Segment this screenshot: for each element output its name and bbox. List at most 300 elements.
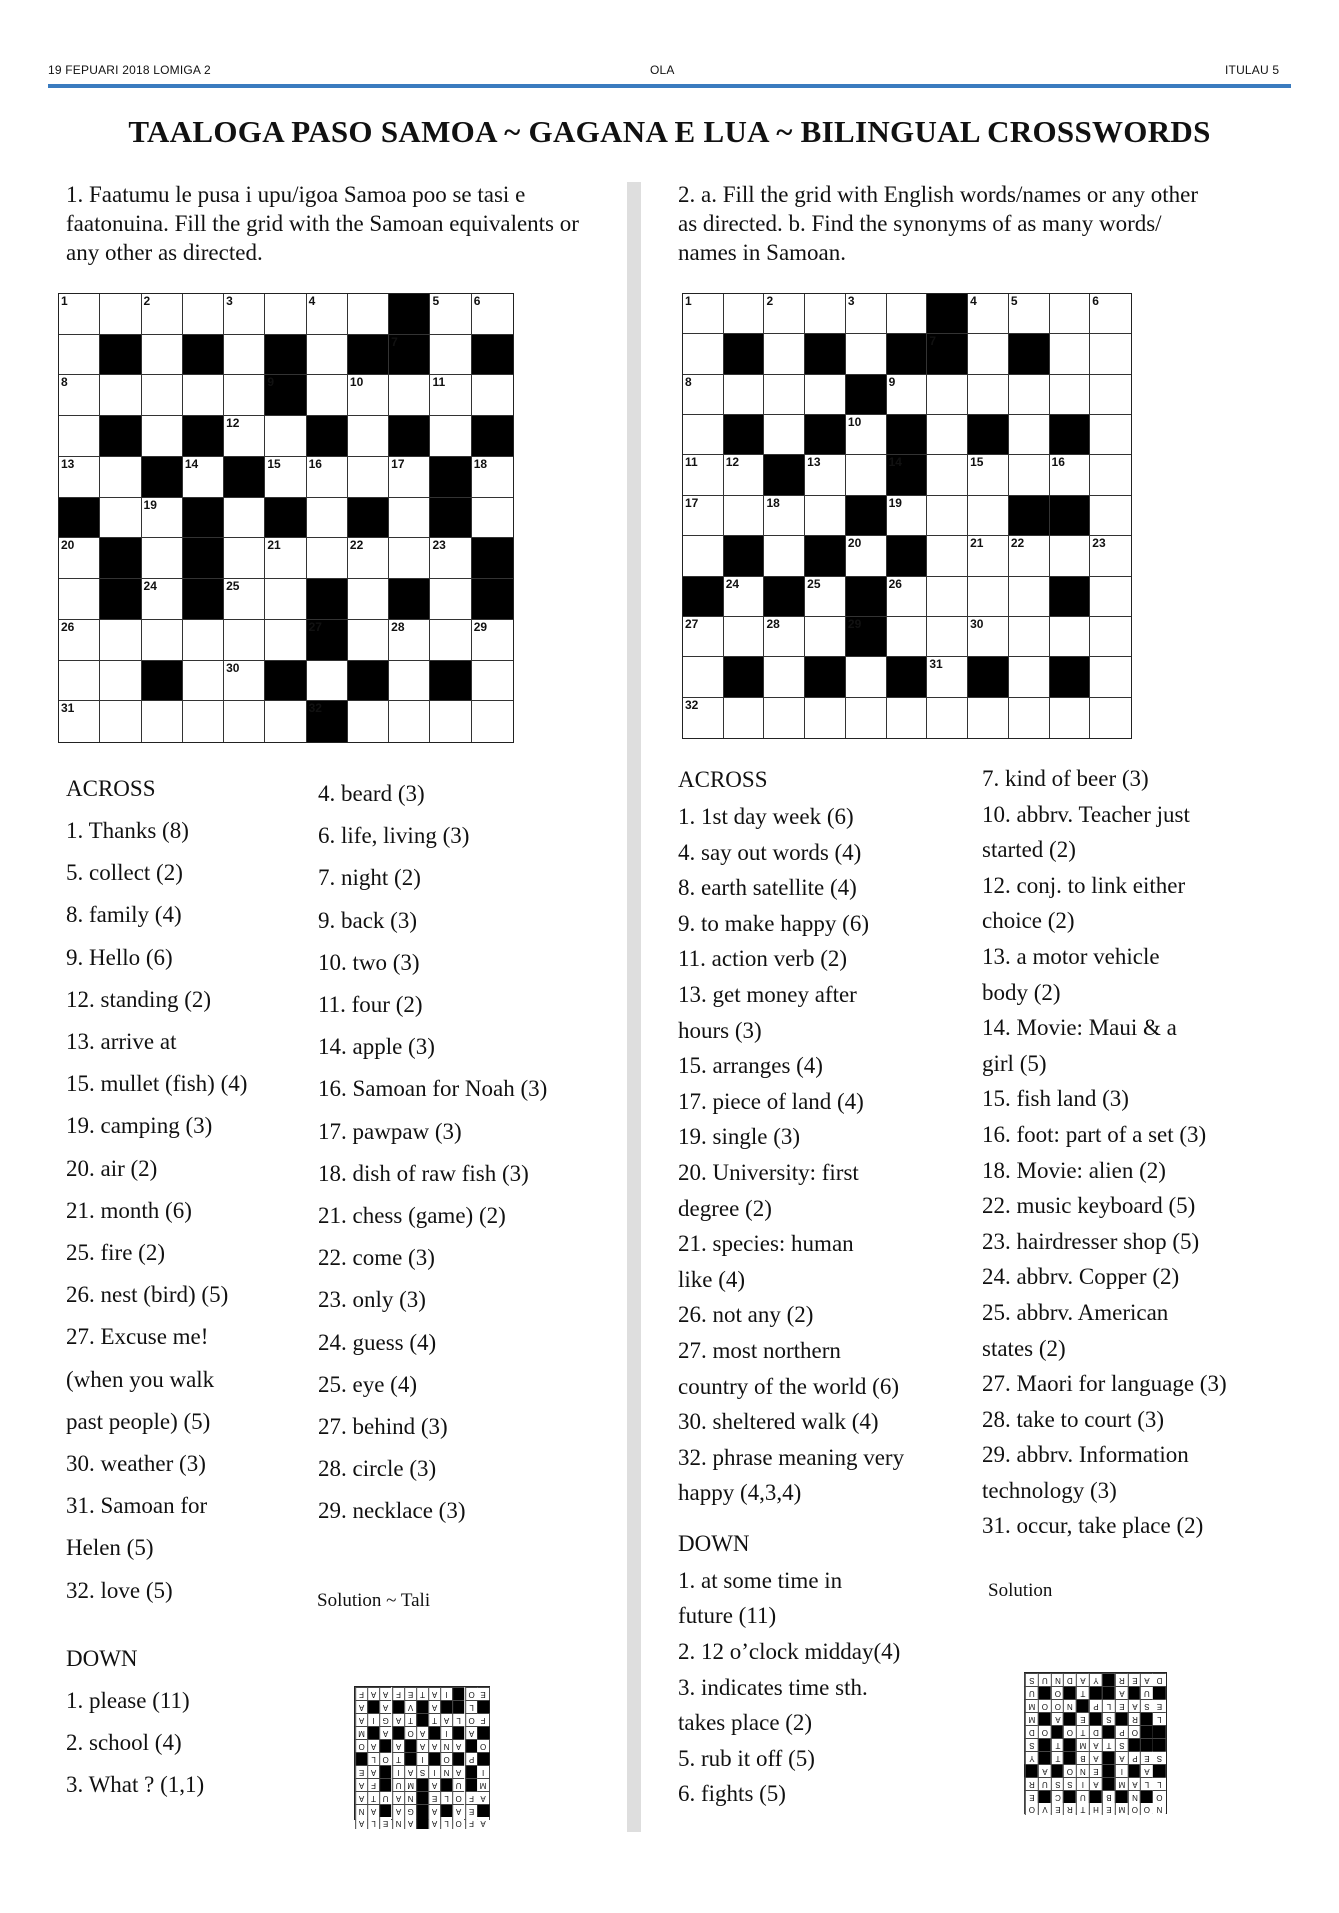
crossword-cell[interactable] xyxy=(348,620,389,661)
crossword-cell[interactable] xyxy=(265,620,306,661)
solution-cell xyxy=(465,1739,477,1752)
crossword-cell[interactable] xyxy=(887,294,928,334)
black-square xyxy=(472,579,513,620)
crossword-cell[interactable] xyxy=(1009,375,1050,415)
crossword-cell[interactable] xyxy=(59,538,100,579)
crossword-cell[interactable] xyxy=(348,375,389,416)
crossword-cell[interactable] xyxy=(927,536,968,576)
solution-cell: S xyxy=(1153,1751,1166,1764)
solution-cell: I xyxy=(440,1687,452,1700)
solution-cell xyxy=(1038,1790,1051,1803)
crossword-cell[interactable] xyxy=(683,496,724,536)
crossword-cell[interactable] xyxy=(968,698,1009,738)
crossword-cell[interactable] xyxy=(846,415,887,455)
crossword-cell[interactable] xyxy=(805,617,846,657)
clue-line: 20. air (2) xyxy=(66,1155,158,1181)
solution-cell: T xyxy=(1076,1803,1089,1815)
crossword-cell[interactable] xyxy=(265,457,306,498)
clue-line: takes place (2) xyxy=(678,1710,813,1736)
black-square xyxy=(764,577,805,617)
crossword-cell[interactable] xyxy=(1090,698,1131,738)
crossword-cell[interactable] xyxy=(183,620,224,661)
solution-cell: S xyxy=(1140,1699,1153,1712)
solution-cell xyxy=(379,1778,391,1791)
solution-cell: A xyxy=(1038,1764,1051,1777)
crossword-cell[interactable] xyxy=(100,375,141,416)
crossword-cell[interactable] xyxy=(683,698,724,738)
clue-number: 8 xyxy=(685,374,692,389)
crossword-cell[interactable] xyxy=(59,416,100,457)
crossword-cell[interactable] xyxy=(683,617,724,657)
crossword-cell[interactable] xyxy=(100,620,141,661)
crossword-cell[interactable] xyxy=(1050,455,1091,495)
crossword-cell[interactable] xyxy=(142,579,183,620)
puzzle1-grid[interactable] xyxy=(58,293,514,743)
solution-cell: L xyxy=(1153,1712,1166,1725)
solution-cell: E xyxy=(1076,1712,1089,1725)
crossword-cell[interactable] xyxy=(348,701,389,742)
crossword-cell[interactable] xyxy=(472,294,513,335)
crossword-cell[interactable] xyxy=(59,375,100,416)
clue-line: 10. abbrv. Teacher just xyxy=(982,801,1190,827)
crossword-cell[interactable] xyxy=(1050,698,1091,738)
crossword-cell[interactable] xyxy=(1009,455,1050,495)
solution-cell: A xyxy=(452,1765,464,1778)
clue-line: 25. fire (2) xyxy=(66,1240,165,1266)
crossword-cell[interactable] xyxy=(1090,294,1131,334)
crossword-cell[interactable] xyxy=(764,496,805,536)
crossword-cell[interactable] xyxy=(887,698,928,738)
solution-cell xyxy=(416,1778,428,1791)
crossword-cell[interactable] xyxy=(142,620,183,661)
crossword-cell[interactable] xyxy=(100,661,141,702)
crossword-cell[interactable] xyxy=(764,375,805,415)
crossword-cell[interactable] xyxy=(1009,577,1050,617)
black-square xyxy=(348,335,389,376)
crossword-cell[interactable] xyxy=(1090,657,1131,697)
crossword-cell[interactable] xyxy=(1050,375,1091,415)
puzzle1-across-clues xyxy=(66,768,247,1806)
crossword-cell[interactable] xyxy=(430,416,471,457)
solution-cell: C xyxy=(1051,1790,1064,1803)
crossword-cell[interactable] xyxy=(389,620,430,661)
solution-cell xyxy=(1102,1686,1115,1699)
solution-cell: O xyxy=(452,1791,464,1804)
crossword-cell[interactable] xyxy=(927,375,968,415)
crossword-cell[interactable] xyxy=(472,620,513,661)
black-square xyxy=(389,294,430,335)
crossword-cell[interactable] xyxy=(307,457,348,498)
solution-cell: A xyxy=(428,1817,440,1829)
crossword-cell[interactable] xyxy=(1009,415,1050,455)
clue-number: 13 xyxy=(61,456,75,471)
crossword-cell[interactable] xyxy=(887,375,928,415)
clue-number: 22 xyxy=(349,538,364,553)
black-square xyxy=(846,617,887,657)
crossword-cell[interactable] xyxy=(968,577,1009,617)
crossword-cell[interactable] xyxy=(683,536,724,576)
crossword-cell[interactable] xyxy=(683,455,724,495)
crossword-cell[interactable] xyxy=(1090,536,1131,576)
crossword-cell[interactable] xyxy=(764,415,805,455)
crossword-cell[interactable] xyxy=(1050,334,1091,374)
solution-cell: F xyxy=(392,1687,404,1700)
crossword-cell[interactable] xyxy=(183,375,224,416)
crossword-cell[interactable] xyxy=(805,698,846,738)
crossword-cell[interactable] xyxy=(307,375,348,416)
black-square xyxy=(389,579,430,620)
black-square xyxy=(846,375,887,415)
crossword-cell[interactable] xyxy=(927,698,968,738)
clue-number: 11 xyxy=(685,455,698,470)
solution-cell: U xyxy=(1076,1790,1089,1803)
crossword-cell[interactable] xyxy=(724,577,765,617)
crossword-cell[interactable] xyxy=(348,294,389,335)
clue-number: 25 xyxy=(226,579,240,594)
crossword-cell[interactable] xyxy=(1050,536,1091,576)
crossword-cell[interactable] xyxy=(430,335,471,376)
crossword-cell[interactable] xyxy=(100,457,141,498)
crossword-cell[interactable] xyxy=(1009,657,1050,697)
crossword-cell[interactable] xyxy=(183,701,224,742)
clue-number: 11 xyxy=(432,375,446,390)
crossword-cell[interactable] xyxy=(927,415,968,455)
clue-number: 19 xyxy=(888,495,902,510)
crossword-cell[interactable] xyxy=(1090,375,1131,415)
clue-line: 12. standing (2) xyxy=(66,986,212,1012)
crossword-cell[interactable] xyxy=(683,294,724,334)
solution-cell: M xyxy=(404,1778,416,1791)
clue-line: 31. occur, take place (2) xyxy=(982,1513,1204,1539)
crossword-cell[interactable] xyxy=(724,455,765,495)
crossword-cell[interactable] xyxy=(59,661,100,702)
solution-cell xyxy=(1153,1686,1166,1699)
black-square xyxy=(265,375,306,416)
black-square xyxy=(683,577,724,617)
crossword-cell[interactable] xyxy=(846,334,887,374)
solution-cell: N xyxy=(355,1804,367,1817)
crossword-cell[interactable] xyxy=(472,457,513,498)
crossword-cell[interactable] xyxy=(59,620,100,661)
crossword-cell[interactable] xyxy=(142,335,183,376)
solution-cell xyxy=(440,1700,452,1713)
crossword-cell[interactable] xyxy=(927,617,968,657)
crossword-cell[interactable] xyxy=(1090,496,1131,536)
crossword-cell[interactable] xyxy=(224,661,265,702)
solution-cell: A xyxy=(477,1817,489,1829)
crossword-cell[interactable] xyxy=(724,698,765,738)
crossword-cell[interactable] xyxy=(430,375,471,416)
crossword-cell[interactable] xyxy=(724,496,765,536)
crossword-cell[interactable] xyxy=(59,335,100,376)
solution-cell xyxy=(1115,1712,1128,1725)
clue-line: 15. mullet (fish) (4) xyxy=(66,1071,248,1097)
crossword-cell[interactable] xyxy=(348,579,389,620)
crossword-cell[interactable] xyxy=(1090,455,1131,495)
crossword-cell[interactable] xyxy=(764,334,805,374)
clue-line: 19. camping (3) xyxy=(66,1113,213,1139)
solution-cell: L xyxy=(367,1817,379,1829)
crossword-cell[interactable] xyxy=(724,294,765,334)
crossword-cell[interactable] xyxy=(224,375,265,416)
crossword-cell[interactable] xyxy=(1050,294,1091,334)
puzzle1-solution-grid xyxy=(354,1686,490,1828)
black-square xyxy=(265,498,306,539)
puzzle1-down-heading: DOWN xyxy=(66,1645,138,1671)
crossword-cell[interactable] xyxy=(683,375,724,415)
crossword-cell[interactable] xyxy=(927,577,968,617)
solution-cell: N xyxy=(1063,1699,1076,1712)
crossword-cell[interactable] xyxy=(100,498,141,539)
crossword-cell[interactable] xyxy=(265,538,306,579)
crossword-cell[interactable] xyxy=(348,416,389,457)
clue-line: 1. please (11) xyxy=(66,1687,190,1713)
black-square xyxy=(1009,334,1050,374)
solution-cell: I xyxy=(477,1765,489,1778)
column-divider xyxy=(627,182,641,1832)
solution-cell: I xyxy=(1115,1764,1128,1777)
crossword-cell[interactable] xyxy=(224,498,265,539)
crossword-cell[interactable] xyxy=(846,698,887,738)
crossword-cell[interactable] xyxy=(887,496,928,536)
crossword-cell[interactable] xyxy=(265,579,306,620)
crossword-cell[interactable] xyxy=(142,416,183,457)
crossword-cell[interactable] xyxy=(59,701,100,742)
crossword-cell[interactable] xyxy=(224,701,265,742)
crossword-cell[interactable] xyxy=(307,335,348,376)
crossword-cell[interactable] xyxy=(724,617,765,657)
black-square xyxy=(307,620,348,661)
clue-line: 30. weather (3) xyxy=(66,1451,206,1477)
crossword-cell[interactable] xyxy=(389,498,430,539)
crossword-cell[interactable] xyxy=(927,496,968,536)
crossword-cell[interactable] xyxy=(142,701,183,742)
crossword-cell[interactable] xyxy=(764,698,805,738)
crossword-cell[interactable] xyxy=(430,294,471,335)
solution-cell: A xyxy=(355,1700,367,1713)
crossword-cell[interactable] xyxy=(265,416,306,457)
solution-cell: P xyxy=(1115,1725,1128,1738)
clue-line: 22. music keyboard (5) xyxy=(982,1193,1196,1219)
crossword-cell[interactable] xyxy=(100,294,141,335)
crossword-cell[interactable] xyxy=(224,294,265,335)
solution-cell xyxy=(392,1726,404,1739)
crossword-cell[interactable] xyxy=(307,294,348,335)
crossword-cell[interactable] xyxy=(1009,536,1050,576)
crossword-cell[interactable] xyxy=(683,334,724,374)
clue-line: 9. Hello (6) xyxy=(66,944,173,970)
solution-cell: A xyxy=(392,1713,404,1726)
crossword-cell[interactable] xyxy=(59,294,100,335)
crossword-cell[interactable] xyxy=(1009,294,1050,334)
crossword-cell[interactable] xyxy=(224,335,265,376)
crossword-cell[interactable] xyxy=(846,294,887,334)
clue-number: 28 xyxy=(391,619,405,634)
crossword-cell[interactable] xyxy=(224,579,265,620)
clue-number: 26 xyxy=(888,576,902,591)
clue-line: country of the world (6) xyxy=(678,1373,899,1399)
solution-cell: S xyxy=(1115,1738,1128,1751)
clue-line: 3. indicates time sth. xyxy=(678,1674,868,1700)
black-square xyxy=(724,415,765,455)
clue-number: 4 xyxy=(970,294,977,308)
crossword-cell[interactable] xyxy=(764,536,805,576)
black-square xyxy=(968,657,1009,697)
solution-cell: A xyxy=(379,1700,391,1713)
clue-line: 32. love (5) xyxy=(66,1577,173,1603)
solution-cell: E xyxy=(1051,1803,1064,1815)
solution-cell xyxy=(1025,1764,1038,1777)
clue-line: 21. month (6) xyxy=(66,1197,192,1223)
clue-line: 23. hairdresser shop (5) xyxy=(982,1228,1200,1254)
crossword-cell[interactable] xyxy=(265,701,306,742)
clue-number: 14 xyxy=(184,456,199,471)
crossword-cell[interactable] xyxy=(846,455,887,495)
clue-line: 17. pawpaw (3) xyxy=(318,1118,462,1144)
solution-cell: E xyxy=(428,1791,440,1804)
crossword-cell[interactable] xyxy=(265,294,306,335)
crossword-cell[interactable] xyxy=(764,617,805,657)
solution-cell: R xyxy=(1115,1673,1128,1686)
crossword-cell[interactable] xyxy=(1090,577,1131,617)
crossword-cell[interactable] xyxy=(224,416,265,457)
solution-cell: O xyxy=(1038,1699,1051,1712)
solution-cell: O xyxy=(1063,1725,1076,1738)
crossword-cell[interactable] xyxy=(846,536,887,576)
crossword-cell[interactable] xyxy=(887,577,928,617)
solution-cell: A xyxy=(367,1739,379,1752)
crossword-cell[interactable] xyxy=(59,457,100,498)
crossword-cell[interactable] xyxy=(805,375,846,415)
crossword-cell[interactable] xyxy=(1009,617,1050,657)
crossword-cell[interactable] xyxy=(1090,617,1131,657)
solution-cell: A xyxy=(452,1739,464,1752)
solution-cell: A xyxy=(452,1804,464,1817)
crossword-cell[interactable] xyxy=(307,498,348,539)
solution-cell xyxy=(452,1700,464,1713)
crossword-cell[interactable] xyxy=(805,455,846,495)
crossword-cell[interactable] xyxy=(472,661,513,702)
crossword-cell[interactable] xyxy=(472,498,513,539)
solution-cell: O xyxy=(1051,1699,1064,1712)
black-square xyxy=(59,498,100,539)
solution-cell xyxy=(1076,1699,1089,1712)
crossword-cell[interactable] xyxy=(1090,334,1131,374)
solution-cell: Y xyxy=(1025,1751,1038,1764)
crossword-cell[interactable] xyxy=(183,661,224,702)
crossword-cell[interactable] xyxy=(430,538,471,579)
crossword-cell[interactable] xyxy=(430,620,471,661)
crossword-cell[interactable] xyxy=(968,617,1009,657)
crossword-cell[interactable] xyxy=(927,455,968,495)
solution-cell: O xyxy=(1128,1803,1141,1815)
crossword-cell[interactable] xyxy=(968,536,1009,576)
clue-line: 29. necklace (3) xyxy=(318,1498,466,1524)
clue-number: 21 xyxy=(267,538,281,553)
solution-cell xyxy=(440,1804,452,1817)
crossword-cell[interactable] xyxy=(100,701,141,742)
crossword-cell[interactable] xyxy=(724,375,765,415)
crossword-cell[interactable] xyxy=(1050,617,1091,657)
solution-cell: L xyxy=(367,1752,379,1765)
crossword-cell[interactable] xyxy=(142,294,183,335)
solution-cell: L xyxy=(440,1817,452,1829)
crossword-cell[interactable] xyxy=(142,538,183,579)
crossword-cell[interactable] xyxy=(348,457,389,498)
black-square xyxy=(887,455,928,495)
crossword-cell[interactable] xyxy=(472,701,513,742)
crossword-cell[interactable] xyxy=(307,661,348,702)
solution-cell: S xyxy=(416,1765,428,1778)
crossword-cell[interactable] xyxy=(968,334,1009,374)
crossword-cell[interactable] xyxy=(142,375,183,416)
crossword-cell[interactable] xyxy=(805,496,846,536)
crossword-cell[interactable] xyxy=(968,294,1009,334)
crossword-cell[interactable] xyxy=(389,701,430,742)
crossword-cell[interactable] xyxy=(805,577,846,617)
crossword-cell[interactable] xyxy=(968,375,1009,415)
puzzle2-grid[interactable] xyxy=(682,293,1132,739)
black-square xyxy=(968,415,1009,455)
solution-cell: M xyxy=(1115,1777,1128,1790)
crossword-cell[interactable] xyxy=(389,661,430,702)
crossword-cell[interactable] xyxy=(764,294,805,334)
crossword-cell[interactable] xyxy=(348,538,389,579)
crossword-cell[interactable] xyxy=(927,657,968,697)
crossword-cell[interactable] xyxy=(968,496,1009,536)
solution-cell: A xyxy=(1051,1712,1064,1725)
crossword-cell[interactable] xyxy=(59,579,100,620)
crossword-cell[interactable] xyxy=(846,657,887,697)
solution-cell: T xyxy=(1076,1686,1089,1699)
crossword-cell[interactable] xyxy=(472,375,513,416)
clue-number: 16 xyxy=(308,456,322,471)
crossword-cell[interactable] xyxy=(142,498,183,539)
crossword-cell[interactable] xyxy=(183,457,224,498)
crossword-cell[interactable] xyxy=(968,455,1009,495)
crossword-cell[interactable] xyxy=(430,701,471,742)
crossword-cell[interactable] xyxy=(307,538,348,579)
crossword-cell[interactable] xyxy=(1090,415,1131,455)
clue-line: 5. rub it off (5) xyxy=(678,1745,815,1771)
black-square xyxy=(764,455,805,495)
puzzle2-solution-label: Solution xyxy=(988,1580,1053,1601)
crossword-cell[interactable] xyxy=(683,657,724,697)
crossword-cell[interactable] xyxy=(389,457,430,498)
crossword-cell[interactable] xyxy=(683,415,724,455)
crossword-cell[interactable] xyxy=(887,617,928,657)
crossword-cell[interactable] xyxy=(224,538,265,579)
solution-cell xyxy=(1140,1725,1153,1738)
clue-line: 23. only (3) xyxy=(318,1287,426,1313)
crossword-cell[interactable] xyxy=(389,375,430,416)
solution-cell xyxy=(1102,1751,1115,1764)
crossword-cell[interactable] xyxy=(1009,698,1050,738)
solution-cell xyxy=(416,1713,428,1726)
solution-cell: A xyxy=(355,1791,367,1804)
black-square xyxy=(183,579,224,620)
crossword-cell[interactable] xyxy=(224,620,265,661)
crossword-cell[interactable] xyxy=(430,579,471,620)
crossword-cell[interactable] xyxy=(805,294,846,334)
crossword-cell[interactable] xyxy=(389,538,430,579)
black-square xyxy=(183,335,224,376)
crossword-cell[interactable] xyxy=(183,294,224,335)
solution-cell: A xyxy=(1140,1673,1153,1686)
solution-cell xyxy=(1038,1751,1051,1764)
crossword-cell[interactable] xyxy=(764,657,805,697)
puzzle2-across-clues xyxy=(678,761,904,1812)
